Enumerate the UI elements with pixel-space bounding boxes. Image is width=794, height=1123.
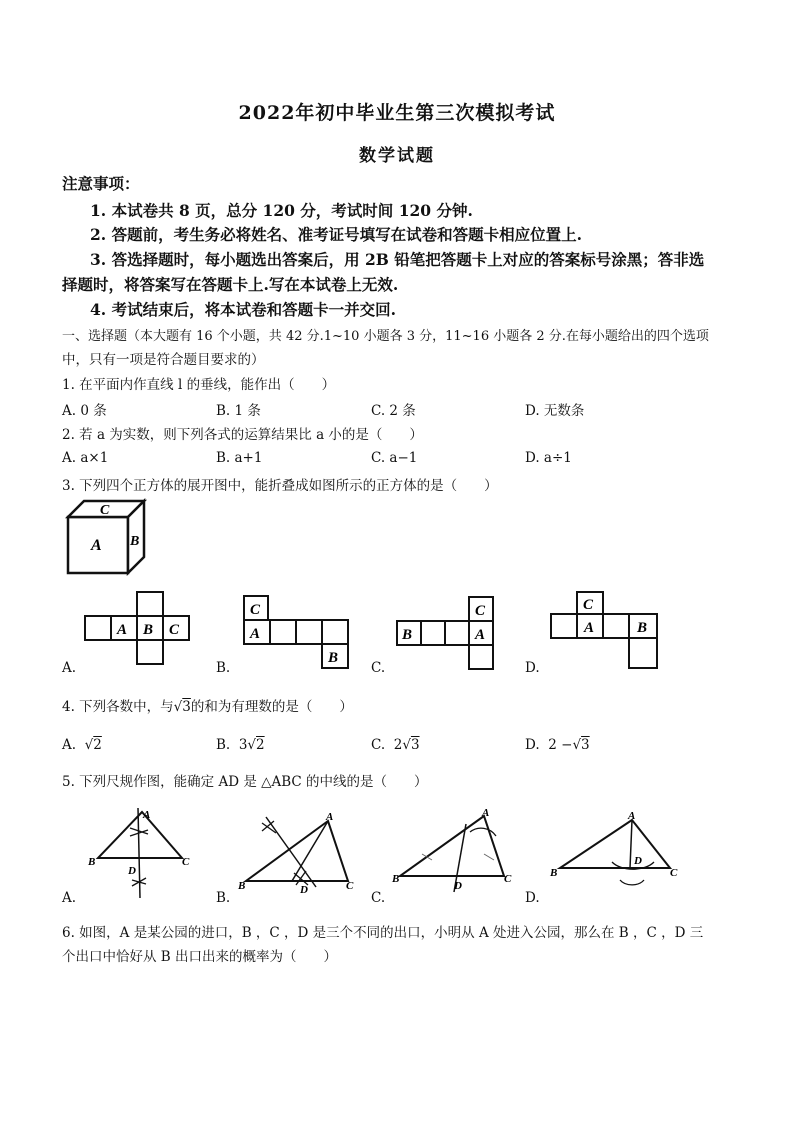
net-option-b-figure[interactable] [244, 592, 354, 672]
sqrt-symbol: √ [572, 737, 582, 753]
net-face-label: C [169, 622, 180, 638]
cube-figure [60, 495, 160, 577]
q4-stem-pre: 4. 下列各数中，与 [62, 699, 174, 715]
option-label: C. [371, 737, 386, 753]
exam-subtitle: 数学试题 [359, 146, 435, 166]
net-face-label: A [250, 626, 261, 642]
vertex-label: B [550, 867, 558, 879]
q5-option-b[interactable]: B. [216, 890, 231, 906]
question-5-stem: 5. 下列尺规作图，能确定 AD 是 △ABC 的中线的是（ ） [62, 774, 428, 790]
q2-option-a[interactable]: A. a×1 [62, 450, 109, 466]
option-label: A. [62, 737, 77, 753]
q1-option-b[interactable]: B. 1 条 [216, 403, 261, 419]
q2-option-b[interactable]: B. a+1 [216, 450, 263, 466]
question-6-stem: 6. 如图，A 是某公园的进口，B ，C ，D 是三个不同的出口，小明从 A 处进入公园，那么在 B ，C ，D 三 [62, 925, 704, 941]
net-face-label: B [637, 620, 648, 636]
q4-option-b[interactable] [216, 737, 265, 753]
option-coef: 3 [238, 737, 248, 753]
note-item: 择题时，将答案写在答题卡上.写在本试卷上无效. [62, 275, 399, 294]
q5-option-c[interactable]: C. [371, 890, 386, 906]
q3-option-c[interactable]: C. [371, 660, 386, 676]
section-instructions-cont: 中，只有一项是符合题目要求的） [62, 352, 265, 368]
question-4-stem [62, 695, 353, 715]
option-coef: 2 [393, 737, 403, 753]
question-2-stem: 2. 若 a 为实数，则下列各式的运算结果比 a 小的是（ ） [62, 427, 423, 443]
construction-figure-a[interactable] [86, 808, 196, 900]
sqrt-symbol: √ [247, 737, 257, 753]
sqrt-symbol: √ [84, 737, 94, 753]
option-radicand: 2 [256, 737, 265, 753]
net-face-label: A [475, 627, 486, 643]
vertex-label: C [504, 873, 512, 885]
net-face-label: C [475, 603, 486, 619]
note-item: 4. 考试结束后，将本试卷和答题卡一并交回. [90, 300, 396, 319]
q1-option-d[interactable]: D. 无数条 [525, 403, 585, 419]
note-item: 2. 答题前，考生务必将姓名、准考证号填写在试卷和答题卡相应位置上. [90, 225, 582, 244]
vertex-label: D [300, 884, 308, 896]
notes-heading: 注意事项： [62, 174, 140, 193]
net-option-c-figure[interactable] [397, 597, 507, 677]
net-face-label: A [584, 620, 595, 636]
vertex-label: A [628, 810, 636, 822]
cube-face-top: C [100, 503, 110, 518]
q1-option-c[interactable]: C. 2 条 [371, 403, 416, 419]
q4-option-a[interactable] [62, 737, 102, 753]
net-face-label: B [328, 650, 339, 666]
q5-option-d[interactable]: D. [525, 890, 540, 906]
vertex-label: C [182, 856, 190, 868]
section-instructions: 一、选择题（本大题有 16 个小题，共 42 分.1~10 小题各 3 分，11~16 小题各 2 分.在每小题给出的四个选项 [62, 329, 709, 344]
question-6-stem-cont: 个出口中恰好从 B 出口出来的概率为（ ） [62, 949, 338, 965]
net-face-label: C [250, 602, 261, 618]
cube-face-front: A [91, 537, 102, 554]
question-3-stem: 3. 下列四个正方体的展开图中，能折叠成如图所示的正方体的是（ ） [62, 478, 498, 494]
q4-option-c[interactable] [371, 737, 420, 753]
q3-option-b[interactable]: B. [216, 660, 231, 676]
exam-title: 2022年初中毕业生第三次模拟考试 [238, 102, 556, 124]
note-item: 1. 本试卷共 8 页，总分 120 分，考试时间 120 分钟. [90, 201, 473, 220]
q2-option-c[interactable]: C. a−1 [371, 450, 418, 466]
net-face-label: B [402, 627, 413, 643]
vertex-label: B [88, 856, 96, 868]
vertex-label: B [238, 880, 246, 892]
vertex-label: D [454, 880, 462, 892]
sqrt-symbol: √ [173, 699, 183, 715]
cube-face-side: B [130, 534, 140, 549]
q2-option-d[interactable]: D. a÷1 [525, 450, 572, 466]
vertex-label: B [392, 873, 400, 885]
vertex-label: A [482, 807, 490, 819]
q5-option-a[interactable]: A. [62, 890, 77, 906]
q4-option-d[interactable] [525, 737, 590, 753]
construction-figure-b[interactable] [236, 811, 361, 896]
net-option-d-figure[interactable] [551, 592, 661, 672]
net-option-a-figure[interactable] [85, 588, 195, 668]
q3-option-a[interactable]: A. [62, 660, 77, 676]
vertex-label: C [670, 867, 678, 879]
vertex-label: A [326, 811, 334, 823]
net-face-label: C [583, 597, 594, 613]
option-radicand: 2 [93, 737, 102, 753]
q3-option-d[interactable]: D. [525, 660, 540, 676]
q4-stem-post: 的和为有理数的是（ ） [190, 699, 353, 715]
note-item: 3. 答选择题时，每小题选出答案后，用 2B 铅笔把答题卡上对应的答案标号涂黑；答非选 [90, 250, 705, 269]
net-face-label: B [143, 622, 154, 638]
construction-figure-c[interactable] [392, 807, 522, 892]
net-face-label: A [117, 622, 128, 638]
option-label: B. [216, 737, 231, 753]
option-radicand: 3 [410, 737, 420, 753]
vertex-label: D [634, 855, 642, 867]
sqrt-symbol: √ [402, 737, 411, 753]
construction-figure-d[interactable] [548, 810, 688, 892]
vertex-label: C [346, 880, 354, 892]
vertex-label: D [128, 865, 136, 877]
q1-option-a[interactable]: A. 0 条 [62, 403, 107, 419]
option-radicand: 3 [581, 737, 590, 753]
q4-stem-radicand: 3 [182, 699, 191, 715]
option-coef: 2 − [548, 737, 573, 753]
vertex-label: A [143, 809, 151, 821]
question-1-stem: 1. 在平面内作直线 l 的垂线，能作出（ ） [62, 377, 336, 393]
option-label: D. [525, 737, 540, 753]
